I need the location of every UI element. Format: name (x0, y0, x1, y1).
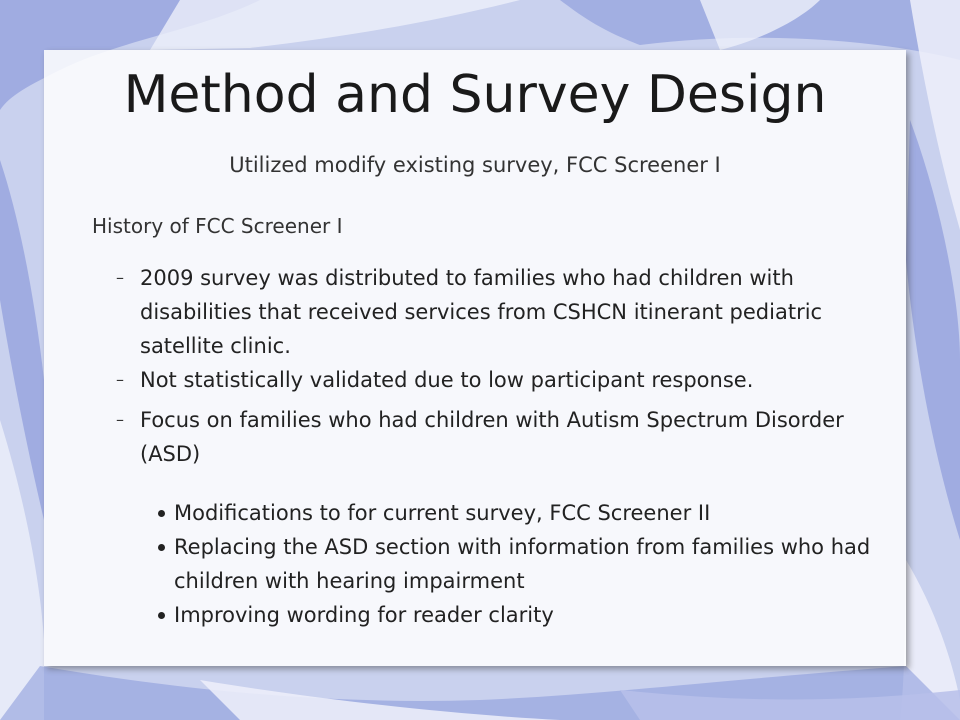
history-point-text: Not statistically validated due to low participant response. (140, 368, 754, 392)
dash-bullet: – (116, 410, 124, 429)
modification-point-text: Improving wording for reader clarity (174, 603, 554, 627)
history-point (116, 403, 896, 471)
slide-content (44, 50, 906, 666)
modification-point (158, 598, 898, 632)
history-point (116, 261, 896, 363)
bullet-dot-icon (158, 612, 165, 619)
dash-bullet: – (116, 268, 124, 287)
history-heading: History of FCC Screener I (92, 214, 343, 238)
modification-point (158, 530, 898, 598)
modification-points-list (158, 496, 898, 632)
bullet-dot-icon (158, 544, 165, 551)
history-point-text: 2009 survey was distributed to families who had children with disabilities that received services from CSHCN itinerant pediatric satellite clinic. (140, 266, 823, 358)
slide-title: Method and Survey Design (123, 65, 827, 125)
modification-point-text: Modifications to for current survey, FCC Screener II (174, 501, 711, 525)
bullet-dot-icon (158, 510, 165, 517)
history-point-text: Focus on families who had children with Autism Spectrum Disorder (ASD) (140, 408, 844, 466)
dash-bullet: – (116, 370, 124, 389)
modification-point (158, 496, 898, 530)
history-point (116, 363, 896, 397)
modification-point-text: Replacing the ASD section with information from families who had children with hearing impairment (174, 535, 871, 593)
history-points-list (116, 261, 896, 471)
slide-subtitle: Utilized modify existing survey, FCC Screener I (229, 153, 721, 177)
